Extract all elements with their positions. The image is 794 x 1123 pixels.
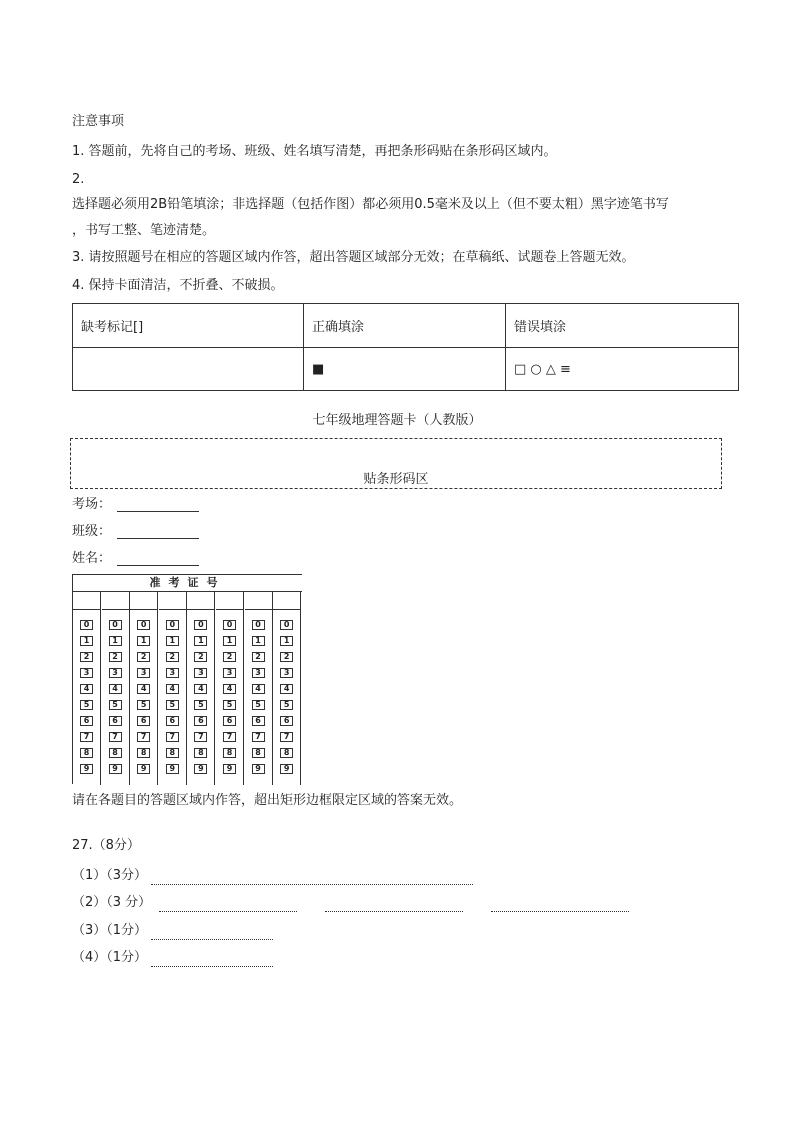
digit-bubble[interactable]: 4 <box>252 684 265 694</box>
notice-item-3: 3. 请按照题号在相应的答题区域内作答，超出答题区域部分无效；在草稿纸、试题卷上答题无效。 <box>72 250 635 265</box>
exam-number-column <box>216 591 244 785</box>
exam-number-entry-box[interactable] <box>187 591 215 610</box>
question-part-1 <box>72 867 473 885</box>
digit-bubble[interactable]: 9 <box>166 764 179 774</box>
question-part-4 <box>72 949 273 967</box>
exam-number-title: 准考证号 <box>73 575 302 592</box>
correct-fill-example: ■ <box>304 348 506 391</box>
wrong-fill-examples: □ ○ △ ≡ <box>506 348 739 391</box>
digit-bubble[interactable]: 3 <box>223 668 236 678</box>
name-label: 姓名： <box>72 551 112 566</box>
digit-bubble[interactable]: 8 <box>280 748 293 758</box>
digit-bubble[interactable]: 5 <box>109 700 122 710</box>
exam-number-column <box>73 591 101 785</box>
part-3-label: （3）（1分） <box>72 923 148 938</box>
exam-number-column <box>187 591 215 785</box>
exam-room-blank[interactable] <box>117 497 199 512</box>
digit-bubble[interactable]: 9 <box>223 764 236 774</box>
digit-bubble[interactable]: 0 <box>137 620 150 630</box>
digit-bubble[interactable]: 7 <box>137 732 150 742</box>
digit-bubble[interactable]: 6 <box>137 716 150 726</box>
notice-item-2-text: 选择题必须用2B铅笔填涂；非选择题（包括作图）都必须用0.5毫米及以上（但不要太粗）黑字迹笔书写 <box>72 197 669 212</box>
exam-number-grid <box>72 574 302 784</box>
digit-bubble[interactable]: 0 <box>223 620 236 630</box>
digit-bubble[interactable]: 1 <box>194 636 207 646</box>
digit-bubble[interactable]: 2 <box>280 652 293 662</box>
exam-number-entry-box[interactable] <box>159 591 187 610</box>
digit-bubble[interactable]: 9 <box>109 764 122 774</box>
digit-bubble[interactable]: 0 <box>280 620 293 630</box>
digit-bubble[interactable]: 8 <box>109 748 122 758</box>
digit-bubble[interactable]: 2 <box>109 652 122 662</box>
digit-bubble[interactable]: 1 <box>280 636 293 646</box>
digit-bubble[interactable]: 2 <box>166 652 179 662</box>
part-3-answer-line[interactable] <box>151 927 273 940</box>
digit-bubble[interactable]: 5 <box>137 700 150 710</box>
digit-bubble[interactable]: 4 <box>137 684 150 694</box>
digit-bubble[interactable]: 3 <box>80 668 93 678</box>
digit-bubble[interactable]: 9 <box>137 764 150 774</box>
exam-number-column <box>273 591 301 785</box>
class-field[interactable] <box>72 520 199 539</box>
part-2-answer-line-b[interactable] <box>325 899 463 912</box>
digit-bubble[interactable]: 7 <box>194 732 207 742</box>
digit-bubble[interactable]: 3 <box>280 668 293 678</box>
digit-bubble[interactable]: 5 <box>194 700 207 710</box>
wrong-fill-header: 错误填涂 <box>506 304 739 348</box>
digit-bubble[interactable]: 4 <box>223 684 236 694</box>
digit-bubble[interactable]: 4 <box>280 684 293 694</box>
exam-number-column <box>245 591 273 785</box>
question-part-3 <box>72 922 273 940</box>
absent-mark-box[interactable] <box>73 348 304 391</box>
digit-bubble[interactable]: 6 <box>80 716 93 726</box>
digit-bubble[interactable]: 8 <box>137 748 150 758</box>
barcode-area <box>70 438 722 489</box>
digit-bubble[interactable]: 8 <box>223 748 236 758</box>
exam-room-field[interactable] <box>72 493 199 512</box>
notice-item-2-cont: ，书写工整、笔迹清楚。 <box>72 223 216 238</box>
digit-bubble[interactable]: 9 <box>194 764 207 774</box>
part-4-label: （4）（1分） <box>72 950 148 965</box>
correct-fill-header: 正确填涂 <box>304 304 506 348</box>
absent-mark-header: 缺考标记[] <box>73 304 304 348</box>
digit-bubble[interactable]: 0 <box>80 620 93 630</box>
digit-bubble[interactable]: 3 <box>252 668 265 678</box>
notice-item-1: 1. 答题前，先将自己的考场、班级、姓名填写清楚，再把条形码贴在条形码区域内。 <box>72 144 557 159</box>
notice-title: 注意事项 <box>72 114 125 129</box>
digit-bubble[interactable]: 2 <box>137 652 150 662</box>
card-title: 七年级地理答题卡（人教版） <box>312 413 482 428</box>
digit-bubble[interactable]: 2 <box>80 652 93 662</box>
digit-bubble[interactable]: 8 <box>166 748 179 758</box>
digit-bubble[interactable]: 1 <box>166 636 179 646</box>
digit-bubble[interactable]: 1 <box>80 636 93 646</box>
exam-number-column <box>102 591 130 785</box>
name-field[interactable] <box>72 547 199 566</box>
digit-bubble[interactable]: 2 <box>252 652 265 662</box>
digit-bubble[interactable]: 9 <box>80 764 93 774</box>
exam-number-column <box>130 591 158 785</box>
digit-bubble[interactable]: 3 <box>137 668 150 678</box>
exam-number-entry-box[interactable] <box>73 591 101 610</box>
digit-bubble[interactable]: 3 <box>166 668 179 678</box>
question-part-2 <box>72 894 629 912</box>
digit-bubble[interactable]: 3 <box>109 668 122 678</box>
digit-bubble[interactable]: 8 <box>194 748 207 758</box>
part-4-answer-line[interactable] <box>151 954 273 967</box>
digit-bubble[interactable]: 6 <box>109 716 122 726</box>
digit-bubble[interactable]: 5 <box>80 700 93 710</box>
digit-bubble[interactable]: 6 <box>166 716 179 726</box>
digit-bubble[interactable]: 3 <box>194 668 207 678</box>
exam-number-entry-box[interactable] <box>102 591 130 610</box>
digit-bubble[interactable]: 7 <box>280 732 293 742</box>
exam-number-column <box>159 591 187 785</box>
digit-bubble[interactable]: 0 <box>252 620 265 630</box>
digit-bubble[interactable]: 5 <box>166 700 179 710</box>
question-27-header: 27.（8分） <box>72 838 140 853</box>
digit-bubble[interactable]: 6 <box>252 716 265 726</box>
digit-bubble[interactable]: 7 <box>109 732 122 742</box>
exam-room-label: 考场： <box>72 497 112 512</box>
digit-bubble[interactable]: 5 <box>280 700 293 710</box>
digit-bubble[interactable]: 1 <box>137 636 150 646</box>
barcode-label: 贴条形码区 <box>363 472 429 487</box>
digit-bubble[interactable]: 9 <box>280 764 293 774</box>
digit-bubble[interactable]: 0 <box>166 620 179 630</box>
answer-instruction: 请在各题目的答题区域内作答，超出矩形边框限定区域的答案无效。 <box>72 793 463 808</box>
digit-bubble[interactable]: 9 <box>252 764 265 774</box>
digit-bubble[interactable]: 4 <box>166 684 179 694</box>
digit-bubble[interactable]: 6 <box>223 716 236 726</box>
digit-bubble[interactable]: 7 <box>252 732 265 742</box>
digit-bubble[interactable]: 5 <box>252 700 265 710</box>
marking-table <box>72 303 739 391</box>
digit-bubble[interactable]: 0 <box>194 620 207 630</box>
notice-item-4: 4. 保持卡面清洁，不折叠、不破损。 <box>72 278 284 293</box>
digit-bubble[interactable]: 5 <box>223 700 236 710</box>
exam-number-entry-box[interactable] <box>130 591 158 610</box>
digit-bubble[interactable]: 1 <box>109 636 122 646</box>
digit-bubble[interactable]: 4 <box>109 684 122 694</box>
digit-bubble[interactable]: 1 <box>223 636 236 646</box>
class-label: 班级： <box>72 524 112 539</box>
exam-number-entry-box[interactable] <box>216 591 244 610</box>
digit-bubble[interactable]: 2 <box>223 652 236 662</box>
part-2-label: （2）（3 分） <box>72 895 152 910</box>
part-1-label: （1）（3分） <box>72 868 148 883</box>
part-2-answer-line-c[interactable] <box>491 899 629 912</box>
digit-bubble[interactable]: 0 <box>109 620 122 630</box>
name-blank[interactable] <box>117 551 199 566</box>
digit-bubble[interactable]: 6 <box>194 716 207 726</box>
part-1-answer-line[interactable] <box>151 872 473 885</box>
digit-bubble[interactable]: 4 <box>80 684 93 694</box>
digit-bubble[interactable]: 7 <box>80 732 93 742</box>
digit-bubble[interactable]: 7 <box>166 732 179 742</box>
digit-bubble[interactable]: 8 <box>252 748 265 758</box>
digit-bubble[interactable]: 6 <box>280 716 293 726</box>
digit-bubble[interactable]: 2 <box>194 652 207 662</box>
digit-bubble[interactable]: 1 <box>252 636 265 646</box>
exam-number-entry-box[interactable] <box>245 591 273 610</box>
digit-bubble[interactable]: 4 <box>194 684 207 694</box>
class-blank[interactable] <box>117 524 199 539</box>
part-2-answer-line-a[interactable] <box>159 899 297 912</box>
exam-number-entry-box[interactable] <box>273 591 301 610</box>
digit-bubble[interactable]: 8 <box>80 748 93 758</box>
notice-item-2: 2. <box>72 172 85 187</box>
digit-bubble[interactable]: 7 <box>223 732 236 742</box>
